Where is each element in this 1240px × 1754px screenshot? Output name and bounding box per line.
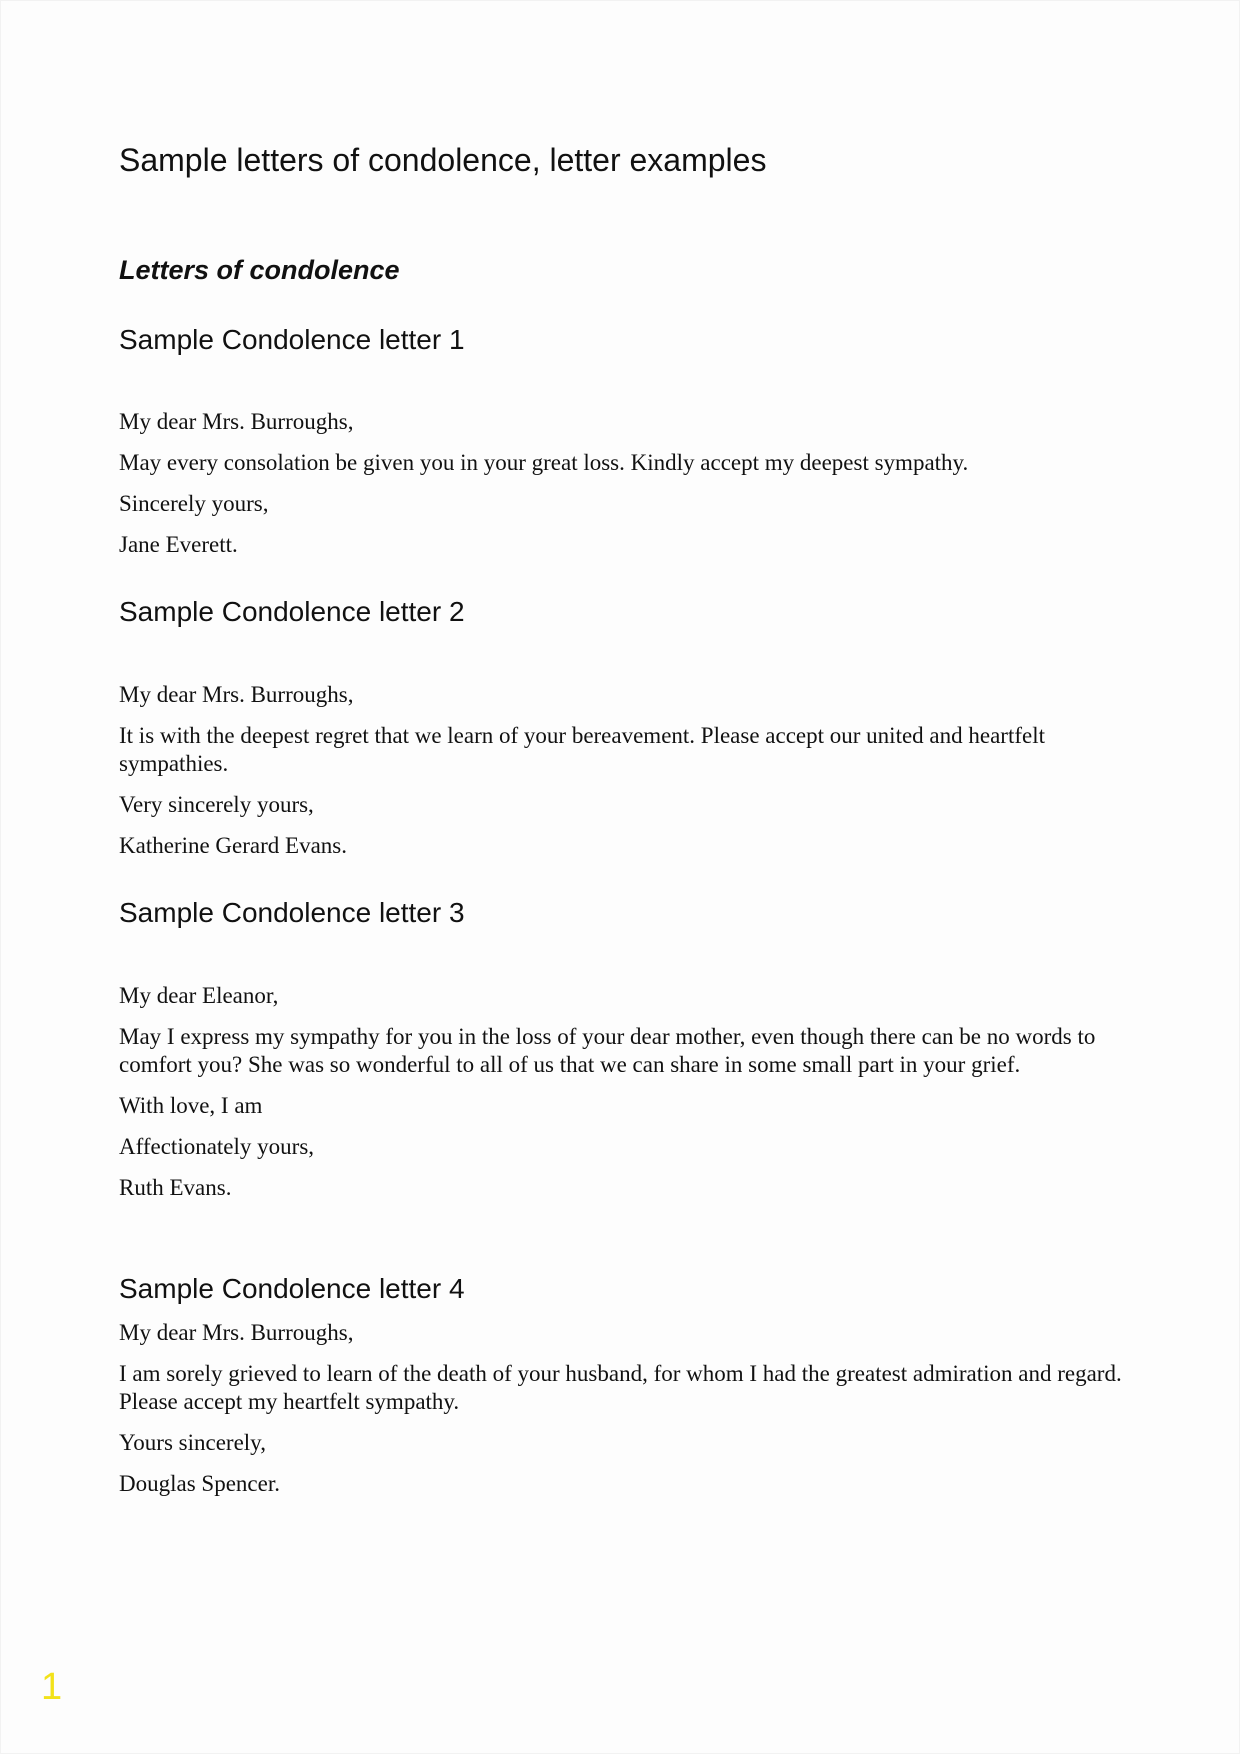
letter-closing: Affectionately yours, xyxy=(119,1133,315,1159)
document-title: Sample letters of condolence, letter examples xyxy=(119,142,767,178)
document-subtitle: Letters of condolence xyxy=(119,255,400,286)
letter-message: May I express my sympathy for you in the loss of your dear mother, even though there can be no words to comfort you? She was so wonderful to all of us that we can share in some small part in your grief. xyxy=(119,1023,1096,1077)
letter-heading: Sample Condolence letter 3 xyxy=(119,896,465,928)
letter-closing: Yours sincerely, xyxy=(119,1430,266,1456)
letter-message: May every consolation be given you in your great loss. Kindly accept my deepest sympathy. xyxy=(119,450,969,476)
letter-body xyxy=(119,408,1129,559)
letter-closing: With love, I am xyxy=(119,1092,263,1118)
letter-body xyxy=(119,1319,1129,1498)
letter-2 xyxy=(119,595,1129,860)
letter-heading: Sample Condolence letter 1 xyxy=(119,323,465,355)
letter-salutation: My dear Mrs. Burroughs, xyxy=(119,409,354,435)
letter-heading: Sample Condolence letter 2 xyxy=(119,596,465,628)
letter-closing: Sincerely yours, xyxy=(119,491,269,517)
letter-signature: Douglas Spencer. xyxy=(119,1471,280,1497)
letter-4 xyxy=(119,1272,1129,1499)
letter-salutation: My dear Eleanor, xyxy=(119,982,279,1008)
letter-closing: Very sincerely yours, xyxy=(119,791,314,817)
letter-salutation: My dear Mrs. Burroughs, xyxy=(119,681,354,707)
letter-3 xyxy=(119,896,1129,1202)
document-content xyxy=(119,141,1129,1511)
letter-message: I am sorely grieved to learn of the death of your husband, for whom I had the greatest admiration and regard. Please accept my heartfelt sympathy. xyxy=(119,1361,1122,1415)
letter-signature: Katherine Gerard Evans. xyxy=(119,832,347,858)
letter-1 xyxy=(119,323,1129,560)
letter-signature: Jane Everett. xyxy=(119,532,238,558)
letter-salutation: My dear Mrs. Burroughs, xyxy=(119,1320,354,1346)
page-number: 1 xyxy=(41,1666,63,1708)
letter-signature: Ruth Evans. xyxy=(119,1174,232,1200)
letter-heading: Sample Condolence letter 4 xyxy=(119,1272,465,1304)
letter-body xyxy=(119,681,1129,860)
letter-message: It is with the deepest regret that we learn of your bereavement. Please accept our united and heartfelt sympathies. xyxy=(119,722,1045,776)
letter-body xyxy=(119,982,1129,1202)
